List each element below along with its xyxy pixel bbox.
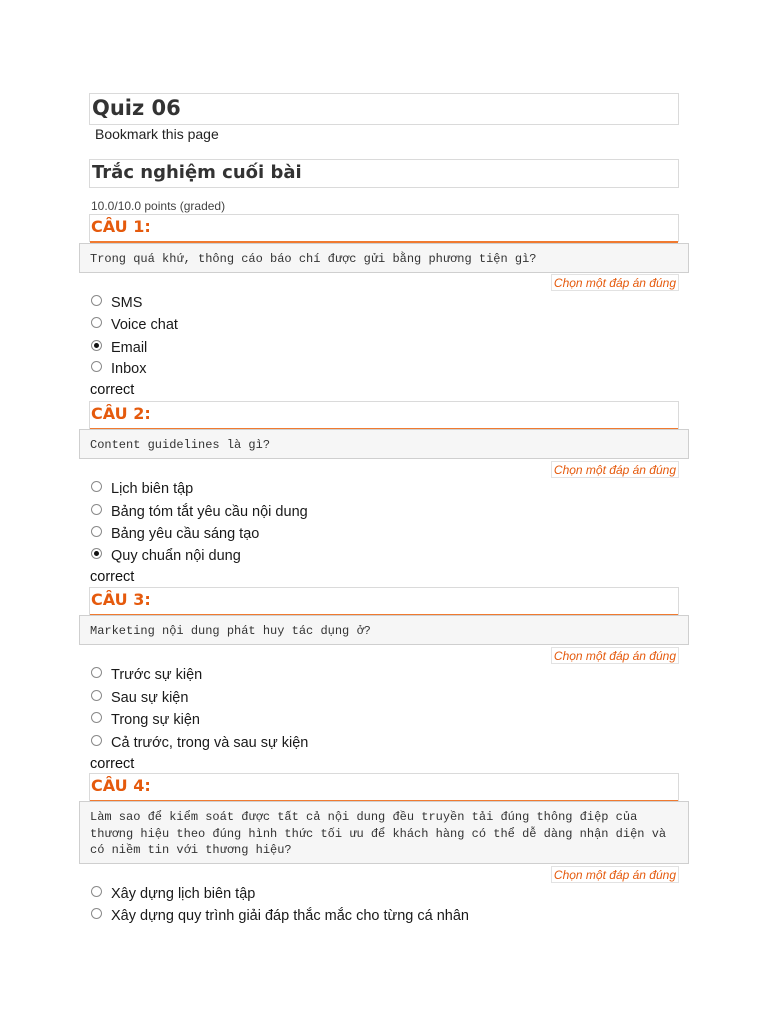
option-label: Email (111, 340, 148, 356)
option-label: Trước sự kiện (111, 667, 203, 683)
option-label: Trong sự kiện (111, 712, 200, 728)
radio-button[interactable] (91, 735, 102, 746)
answer-hint: Chọn một đáp án đúng (551, 866, 679, 883)
question-header (89, 214, 679, 242)
question-label: CÂU 2: (91, 404, 151, 423)
radio-button[interactable] (91, 526, 102, 537)
radio-button[interactable] (91, 295, 102, 306)
points-text: 10.0/10.0 points (graded) (91, 199, 226, 213)
radio-button[interactable] (91, 361, 102, 372)
radio-button[interactable] (91, 908, 102, 919)
answer-status: correct (90, 382, 135, 398)
radio-button[interactable] (91, 317, 102, 328)
question-text: Marketing nội dung phát huy tác dụng ở? (79, 615, 689, 645)
radio-button[interactable] (91, 712, 102, 723)
radio-button[interactable] (91, 667, 102, 678)
radio-button-selected[interactable] (91, 340, 102, 351)
answer-status: correct (90, 569, 135, 585)
question-label: CÂU 1: (91, 217, 151, 236)
radio-button[interactable] (91, 481, 102, 492)
radio-button-selected[interactable] (91, 548, 102, 559)
option-label: Inbox (111, 361, 147, 377)
quiz-title: Quiz 06 (89, 93, 679, 125)
question-header (89, 587, 679, 615)
question-text: Trong quá khứ, thông cáo báo chí được gửi bằng phương tiện gì? (79, 243, 689, 273)
option-label: Quy chuẩn nội dung (111, 548, 241, 564)
answer-hint: Chọn một đáp án đúng (551, 647, 679, 664)
question-header (89, 401, 679, 429)
option-label: Bảng yêu cầu sáng tạo (111, 526, 260, 542)
section-title: Trắc nghiệm cuối bài (89, 159, 679, 188)
answer-status: correct (90, 756, 135, 772)
option-label: Bảng tóm tắt yêu cầu nội dung (111, 504, 308, 520)
question-label: CÂU 3: (91, 590, 151, 609)
question-text: Làm sao để kiểm soát được tất cả nội dung đều truyền tải đúng thông điệp của thương hiệu theo đúng hình thức tối ưu để khách hàng có thể dễ dàng nhận diện và có niềm tin với thương hiệu? (79, 801, 689, 864)
option-label: SMS (111, 295, 143, 311)
option-label: Cả trước, trong và sau sự kiện (111, 735, 309, 751)
option-label: Xây dựng lịch biên tập (111, 886, 256, 902)
option-label: Voice chat (111, 317, 178, 333)
question-label: CÂU 4: (91, 776, 151, 795)
bookmark-button[interactable]: Bookmark this page (95, 126, 219, 142)
option-label: Xây dựng quy trình giải đáp thắc mắc cho từng cá nhân (111, 908, 469, 924)
radio-button[interactable] (91, 886, 102, 897)
option-label: Lịch biên tập (111, 481, 194, 497)
answer-hint: Chọn một đáp án đúng (551, 461, 679, 478)
option-label: Sau sự kiện (111, 690, 189, 706)
question-header (89, 773, 679, 801)
radio-button[interactable] (91, 504, 102, 515)
radio-button[interactable] (91, 690, 102, 701)
question-text: Content guidelines là gì? (79, 429, 689, 459)
answer-hint: Chọn một đáp án đúng (551, 274, 679, 291)
